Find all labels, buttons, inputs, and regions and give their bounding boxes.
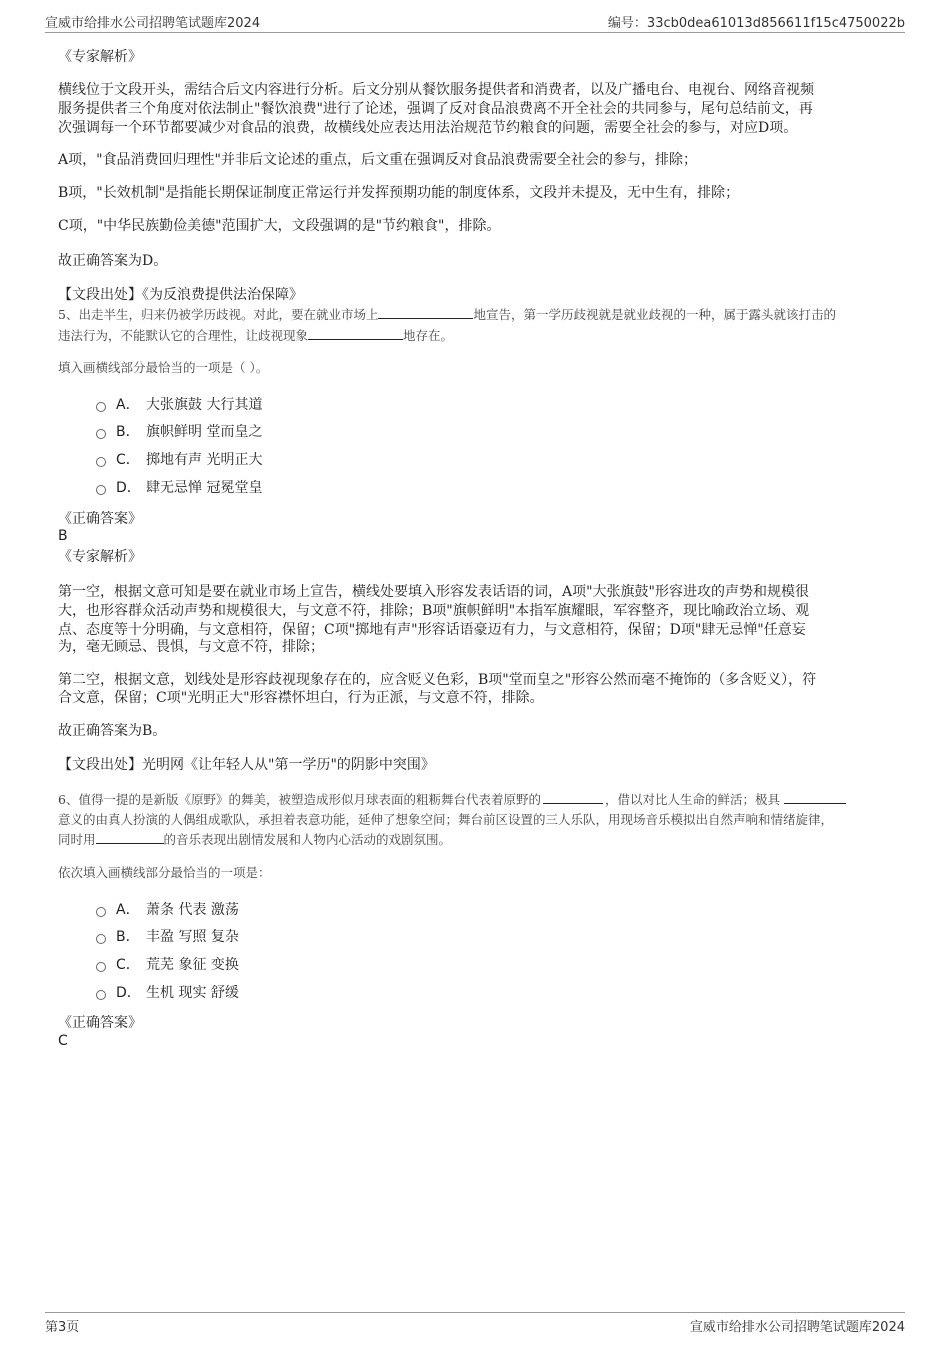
option-letter: B． (116, 929, 140, 945)
page-footer (45, 1312, 905, 1336)
question-5-text-line2 (58, 327, 453, 345)
analysis-paragraph-line: 服务提供者三个角度对依法制止"餐饮浪费"进行了论述，强调了反对食品浪费离不开全社会的共同参与，尾句总结前文，再 (58, 101, 813, 117)
analysis-paragraph-line: 次强调每一个环节都要减少对食品的浪费，故横线处应表达用法治规范节约粮食的问题，需要全社会的参与，对应D项。 (58, 120, 798, 136)
option-c[interactable] (96, 450, 262, 470)
radio-icon[interactable] (96, 485, 106, 495)
page-number: 第3页 (45, 1320, 80, 1335)
analysis-option-c: C项，"中华民族勤俭美德"范围扩大，文段强调的是"节约粮食"，排除。 (58, 218, 501, 234)
question-6-text-line3 (58, 831, 451, 849)
radio-icon[interactable] (96, 990, 106, 1000)
option-text: 生机 现实 舒缓 (146, 985, 239, 1001)
option-c[interactable] (96, 955, 239, 975)
radio-icon[interactable] (96, 962, 106, 972)
option-text: 旗帜鲜明 堂而皇之 (146, 424, 263, 440)
option-letter: D． (116, 480, 141, 496)
option-letter: D． (116, 985, 141, 1001)
question-5-text (58, 306, 836, 324)
analysis-paragraph-line: 第二空，根据文意，划线处是形容歧视现象存在的，应含贬义色彩，B项"堂而皇之"形容公然而毫不掩饰的（多含贬义），符 (58, 672, 817, 688)
option-letter: A． (116, 397, 140, 413)
analysis-paragraph-line: 合文意，保留；C项"光明正大"形容襟怀坦白，行为正派，与文意不符，排除。 (58, 690, 544, 706)
option-text: 大张旗鼓 大行其道 (146, 397, 263, 413)
header-id: 编号：33cb0dea61013d856611f15c4750022b (607, 16, 905, 31)
analysis-source: 【文段出处】《为反浪费提供法治保障》 (58, 287, 303, 303)
question-text: 地宣告，第一学历歧视就是就业歧视的一种，属于露头就该打击的 (473, 307, 836, 322)
radio-icon[interactable] (96, 429, 106, 439)
fill-blank (378, 306, 473, 319)
radio-icon[interactable] (96, 457, 106, 467)
question-text: 6、值得一提的是新版《原野》的舞美，被塑造成形似月球表面的粗粝舞台代表着原野的 (58, 792, 541, 807)
radio-icon[interactable] (96, 934, 106, 944)
question-text: ，借以对比人生命的鲜活；极具 (604, 792, 780, 807)
analysis-paragraph-line: 第一空，根据文意可知是要在就业市场上宣告，横线处要填入形容发表话语的词，A项"大张旗鼓"形容进攻的声势和规模很 (58, 584, 809, 600)
option-d[interactable] (96, 983, 239, 1003)
fill-blank (784, 791, 846, 804)
analysis-heading: 《专家解析》 (58, 549, 142, 565)
option-text: 萧条 代表 激荡 (146, 902, 239, 918)
option-a[interactable] (96, 900, 239, 920)
fill-blank (543, 791, 603, 804)
question-5-prompt: 填入画横线部分最恰当的一项是（ ）。 (58, 360, 269, 375)
page-header (45, 12, 905, 33)
option-letter: A． (116, 902, 140, 918)
question-text: 同时用 (58, 832, 96, 847)
correct-answer: C (58, 1033, 68, 1049)
analysis-option-a: A项，"食品消费回归理性"并非后文论述的重点，后文重在强调反对食品浪费需要全社会的参与，排除； (58, 152, 697, 168)
question-6-prompt: 依次填入画横线部分最恰当的一项是： (58, 865, 271, 880)
radio-icon[interactable] (96, 402, 106, 412)
analysis-answer: 故正确答案为B。 (58, 723, 167, 739)
answer-heading: 《正确答案》 (58, 1015, 142, 1031)
analysis-answer: 故正确答案为D。 (58, 253, 168, 269)
question-text: 的音乐表现出剧情发展和人物内心活动的戏剧氛围。 (163, 832, 452, 847)
question-6-text (58, 791, 846, 809)
option-letter: B． (116, 424, 140, 440)
answer-heading: 《正确答案》 (58, 511, 142, 527)
fill-blank (308, 327, 403, 340)
option-letter: C． (116, 957, 140, 973)
option-b[interactable] (96, 422, 262, 442)
question-text: 地存在。 (403, 328, 454, 343)
option-text: 掷地有声 光明正大 (146, 452, 263, 468)
option-text: 荒芜 象征 变换 (146, 957, 239, 973)
radio-icon[interactable] (96, 907, 106, 917)
analysis-paragraph-line: 点、态度等十分明确，与文意相符，保留；C项"掷地有声"形容话语豪迈有力，与文意相符，保留；D项"肆无忌惮"任意妄 (58, 622, 806, 638)
analysis-paragraph-line: 为，毫无顾忌、畏惧，与文意不符，排除； (58, 639, 324, 655)
option-a[interactable] (96, 395, 262, 415)
option-b[interactable] (96, 927, 239, 947)
correct-answer: B (58, 528, 68, 544)
analysis-paragraph-line: 横线位于文段开头，需结合后文内容进行分析。后文分别从餐饮服务提供者和消费者，以及广播电台、电视台、网络音视频 (58, 82, 814, 98)
analysis-paragraph-line: 大，也形容群众活动声势和规模很大，与文意不符，排除；B项"旗帜鲜明"本指军旗耀眼，军容整齐，现比喻政治立场、观 (58, 603, 810, 619)
option-text: 丰盈 写照 复杂 (146, 929, 239, 945)
footer-title: 宣威市给排水公司招聘笔试题库2024 (689, 1320, 905, 1335)
question-text: 5、出走半生，归来仍被学历歧视。对此，要在就业市场上 (58, 307, 379, 322)
analysis-source: 【文段出处】光明网《让年轻人从"第一学历"的阴影中突围》 (58, 757, 435, 773)
analysis-option-b: B项，"长效机制"是指能长期保证制度正常运行并发挥预期功能的制度体系，文段并未提及，无中生有，排除； (58, 185, 740, 201)
option-d[interactable] (96, 478, 262, 498)
question-6-text-line2: 意义的由真人扮演的人偶组成歌队，承担着表意功能，延伸了想象空间；舞台前区设置的三人乐队，用现场音乐模拟出自然声响和情绪旋律， (58, 812, 834, 827)
question-text: 违法行为，不能默认它的合理性，让歧视现象 (58, 328, 309, 343)
option-letter: C． (116, 452, 140, 468)
option-text: 肆无忌惮 冠冕堂皇 (146, 480, 263, 496)
header-title: 宣威市给排水公司招聘笔试题库2024 (45, 16, 261, 31)
analysis-heading: 《专家解析》 (58, 49, 142, 65)
fill-blank (96, 831, 164, 844)
